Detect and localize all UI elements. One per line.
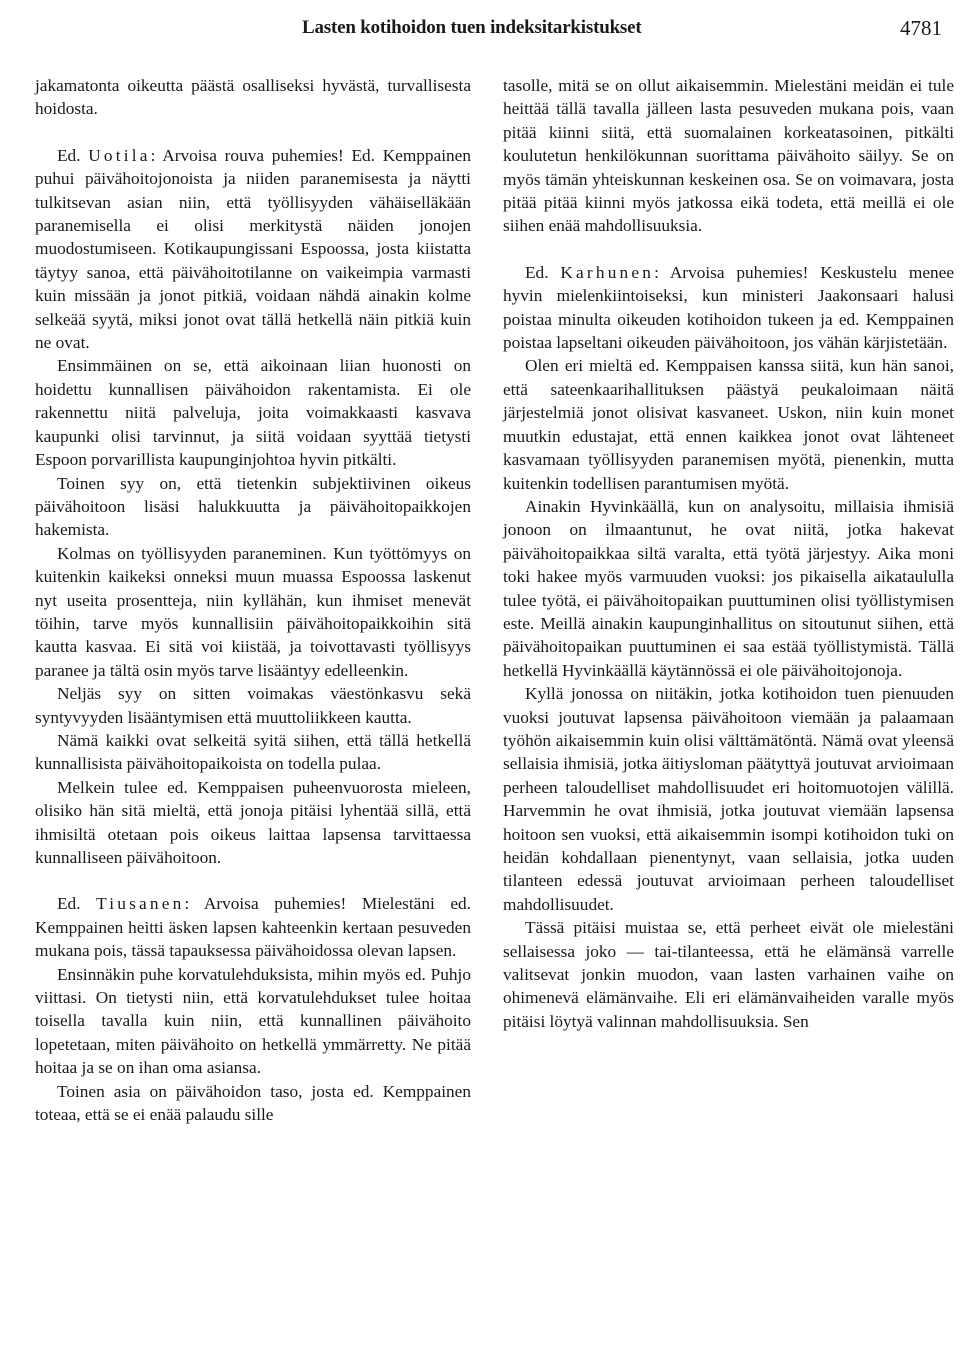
paragraph: Ainakin Hyvinkäällä, kun on analysoitu, millaisia ihmisiä jonoon on ilmaantunut, he ovat niitä, jotka hakevat päivähoitopaikkaa siltä varalta, että työtä järjestyy. Aika moni toki hakee myös varmuuden vuoksi: jos pikaisella aikataululla tulee työtä, ei päivähoitopaikan puuttuminen olisi työllistymisen este. Meillä ainakin kaupunginhallitus on sitoutunut siihen, että päivähoitopaikan puuttuminen ei saa estää työllistymistä. Tällä hetkellä Hyvinkäällä käytännössä ei ole päivähoitojonoja. <box>503 496 954 680</box>
paragraph: Kyllä jonossa on niitäkin, jotka kotihoidon tuen pienuuden vuoksi joutuvat lapsensa päivähoitoon viemään ja palaamaan työhön aikaisemmin kuin olisi välttämätöntä. Nämä ovat yleensä sellaisia ihmisiä, jotka äitiysloman päätyttyä joutuvat arvioimaan perheen taloudelliset mahdollisuudet eri hoitomuotojen välillä. Harvemmin he ovat ihmisiä, jotka joutuvat viemään lapsensa hoitoon sen vuoksi, että aikaisemmin isompi kotihoidon tuki on heidän kohdallaan pienentynyt, vaan sellaisia, jotka uuden tilanteen edessä joutuvat arvioimaan perheen taloudelliset mahdollisuudet. <box>503 684 954 914</box>
speaker-prefix: Ed. <box>525 262 561 282</box>
paragraph: Neljäs syy on sitten voimakas väestönkasvu sekä syntyvyyden lisääntymisen että muuttoliikkeen kautta. <box>35 684 471 727</box>
paragraph: Tässä pitäisi muistaa se, että perheet eivät ole mielestäni sellaisessa joko — tai-tilanteessa, että he elämänsä varrelle valitsevat jonkin muodon, vaan lasten varhainen vaihe on ohimenevä elämänvaihe. Eli eri elämänvaiheiden varalle myös pitäisi löytyä valinnan mahdollisuuksia. Sen <box>503 918 954 1031</box>
speaker-name: Karhunen <box>560 262 655 282</box>
paragraph: Toinen syy on, että tietenkin subjektiivinen oikeus päivähoitoon lisäsi halukkuutta ja päivähoitopaikkojen hakemista. <box>35 473 471 540</box>
paragraph: Kolmas on työllisyyden paraneminen. Kun työttömyys on kuitenkin kaikeksi onneksi muun muassa Espoossa laskenut nyt useita prosentteja, niin kyllähän, kun ihmiset menevät töihin, tarve myös kunnallisiin päivähoitopaikkoihin sitä kautta kasvaa. Ei sitä voi kiistää, ja toivottavasti työllisyys paranee ja tältä osin myös tarve lisääntyy edelleenkin. <box>35 543 471 680</box>
spacer <box>503 238 954 261</box>
spacer <box>35 869 471 892</box>
paragraph: Nämä kaikki ovat selkeitä syitä siihen, että tällä hetkellä kunnallisista päivähoitopaikoista on todella pulaa. <box>35 730 471 774</box>
speech-text: : Arvoisa puhemies! Keskustelu menee hyvin mielenkiintoiseksi, kun ministeri Jaakonsaari halusi poistaa minulta oikeuden kotihoidon tukeen ja ed. Kemppainen poistaa lapseltani oikeuden päivähoitoon, jos vähän kärjistetään. <box>503 262 954 353</box>
speech-uotila <box>35 144 471 355</box>
speaker-name: Tiusanen <box>96 894 185 914</box>
left-column <box>35 74 471 1126</box>
paragraph: Melkein tulee ed. Kemppaisen puheenvuorosta mieleen, olisiko hän sitä mieltä, että jonoja pitäisi lyhentää sillä, että ihmisiltä otetaan pois oikeus laittaa lapsensa tarvittaessa kunnalliseen päivähoitoon. <box>35 777 471 867</box>
speaker-prefix: Ed. <box>57 145 89 165</box>
paragraph: Ensinnäkin puhe korvatulehduksista, mihin myös ed. Puhjo viittasi. On tietysti niin, että korvatulehdukset tulee hoitaa toisella tavalla kuin niin, että kunnallinen päivähoito lopetetaan, miten päivähoito on hetkellä ymmärretty. Ne pitää hoitaa ja se on ihan oma asiansa. <box>35 964 471 1078</box>
paragraph: Toinen asia on päivähoidon taso, josta ed. Kemppainen toteaa, että se ei enää palaudu sille <box>35 1081 471 1125</box>
page-header <box>0 8 960 48</box>
speech-karhunen <box>503 261 954 355</box>
paragraph: Ensimmäinen on se, että aikoinaan liian huonosti on hoidettu kunnallisen päivähoidon rakentamista. Ei ole rakennettu niitä palveluja, joita voimakkaasti kasvava kaupunki olisi tarvinnut, ja siitä voidaan syyttää tietysti Espoon porvarillista kaupunginjohtoa hyvin pitkälti. <box>35 356 471 470</box>
speech-tiusanen <box>35 892 471 962</box>
speaker-prefix: Ed. <box>57 894 97 914</box>
speech-text: : Arvoisa rouva puhemies! Ed. Kemppainen puhui päivähoitojonoista ja niiden paranemisesta ja näytti tulkitsevan asian niin, että työllisyyden vähäiselläkään paranemisella ei olisi merkitystä näiden jonojen muodostumiseen. Kotikaupungissani Espoossa, josta kiistatta täytyy sanoa, että päivähoitotilanne on vaikeimpia varmasti kuin missään ja jonot pitkiä, voidaan nähdä ainakin kolme selkeää syytä, miksi jonot ovat tällä hetkellä näin pitkiä kuin ne ovat. <box>35 145 471 353</box>
speech-text: : Arvoisa puhemies! Mielestäni ed. Kemppainen heitti äsken lapsen kahteenkin kertaan pesuveden mukana pois, tässä tapauksessa päivähoidossa olevan lapsen. <box>35 894 471 961</box>
speaker-name: Uotila <box>88 145 151 165</box>
paragraph: tasolle, mitä se on ollut aikaisemmin. Mielestäni meidän ei tule heittää tällä tavalla jälleen lasta pesuveden mukana pois, vaan pitää kiinni siitä, että suomalainen korkeatasoinen, pitkälti koulutetun henkilökunnan suorittama päivähoito säilyy. Se on myös tämän yhteiskunnan keskeinen osa. Se on voimavara, josta pitää pitää kiinni myös jatkossa eikä todeta, että meillä ei ole siihen enää mahdollisuuksia. <box>503 76 954 236</box>
spacer <box>35 121 471 144</box>
paragraph: Olen eri mieltä ed. Kemppaisen kanssa siitä, kun hän sanoi, että sateenkaarihallituksen päästyä peukaloimaan näitä järjestelmiä jonot olisivat kasvaneet. Uskon, niin kuin monet muutkin edustajat, että ennen kaikkea jonot ovat lähteneet kasvamaan työllisyyden paranemisen myötä, pienenkin, mutta kuitenkin todellisen parantumisen myötä. <box>503 356 954 493</box>
right-column <box>503 74 954 1033</box>
page-number: 4781 <box>900 16 942 40</box>
paragraph: jakamatonta oikeutta päästä osalliseksi hyvästä, turvallisesta hoidosta. <box>35 76 471 119</box>
running-title: Lasten kotihoidon tuen indeksitarkistukset <box>302 17 642 38</box>
